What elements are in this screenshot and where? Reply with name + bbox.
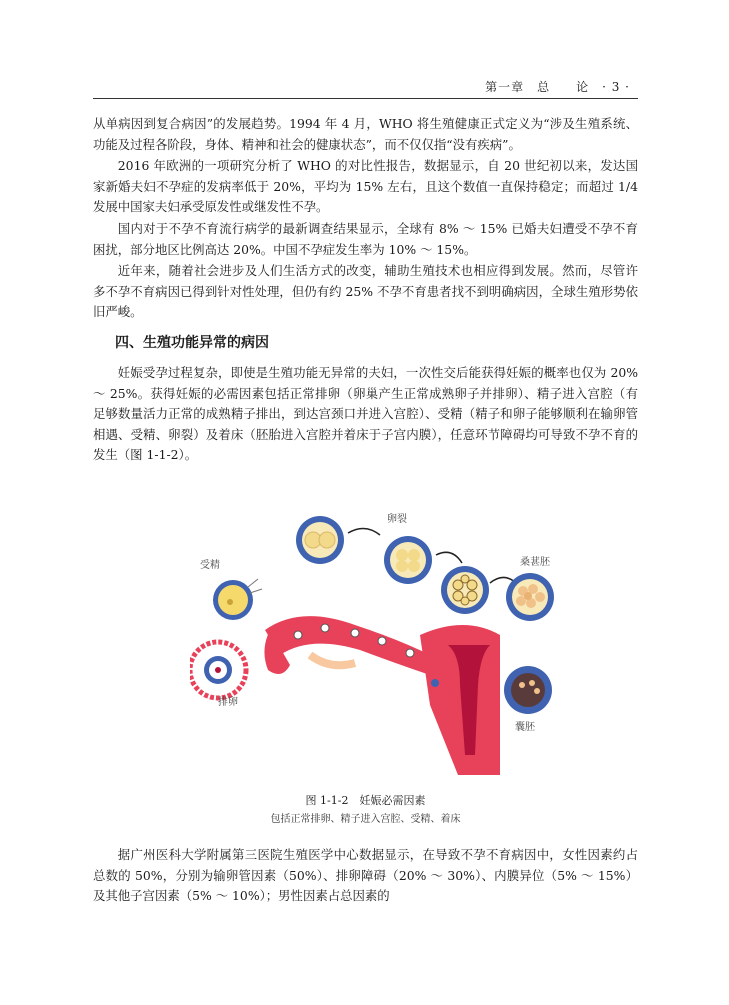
paragraph-2: 2016 年欧洲的一项研究分析了 WHO 的对比性报告，数据显示，自 20 世纪初以来，发达国家新婚夫妇不孕症的发病率低于 20%，平均为 15% 左右，且这个数值一直保持稳定；而超过 1/4 发展中国家夫妇承受原发性或继发性不孕。 — [93, 158, 638, 215]
fertilized-egg — [213, 579, 262, 620]
paragraph-1: 从单病因到复合病因”的发展趋势。1994 年 4 月，WHO 将生殖健康正式定义为“涉及生殖系统、功能及过程各阶段，身体、精神和社会的健康状态”，而不仅仅指“没有疾病”。 — [93, 116, 638, 152]
arrow-2 — [436, 552, 462, 563]
paragraph-3: 国内对于不孕不育流行病学的最新调查结果显示，全球有 8% ～ 15% 已婚夫妇遭受不孕不育困扰，部分地区比例高达 20%。中国不孕症发生率为 10% ～ 15%。 — [93, 220, 638, 257]
four-cell-embryo — [384, 536, 432, 584]
two-cell-embryo — [296, 516, 344, 564]
eight-cell-embryo — [441, 566, 489, 614]
section-paragraph: 妊娠受孕过程复杂，即使是生殖功能无异常的夫妇，一次性交后能获得妊娠的概率也仅为 20% ～ 25%。获得妊娠的必需因素包括正常排卵（卵巢产生正常成熟卵子并排卵）、精子进入宫腔（有足够数量活力正常的成熟精子排出，到达宫颈口并进入宫腔）、受精（精子和卵子能够顺利在输卵管相遇、受精、卵裂）及着床（胚胎进入宫腔并着床于子宫内膜），任意环节障碍均可导致不孕不育的发生（图 1-1-2）。 — [93, 364, 638, 463]
figure-subcaption: 包括正常排卵、精子进入宫腔、受精、着床 — [270, 814, 461, 825]
arrow-1 — [348, 528, 380, 535]
section-title: 四、生殖功能异常的病因 — [115, 334, 269, 351]
main-text — [93, 114, 638, 467]
label-cleavage: 卵裂 — [387, 514, 407, 525]
label-blastocyst: 囊胚 — [515, 722, 535, 733]
pregnancy-factors-figure — [190, 505, 585, 785]
label-fertilization: 受精 — [200, 560, 220, 571]
ovary — [190, 642, 246, 698]
morula — [506, 573, 554, 621]
figure-caption: 图 1-1-2 妊娠必需因素 — [305, 794, 426, 807]
running-header — [93, 78, 638, 98]
header-text: 第一章 总 论 · 3 · — [485, 80, 630, 94]
main-text-continued — [93, 845, 638, 908]
label-morula: 桑葚胚 — [520, 557, 550, 568]
label-ovulation: 排卵 — [218, 697, 238, 708]
header-rule — [93, 98, 638, 99]
blastocyst — [504, 666, 552, 714]
paragraph-4: 近年来，随着社会进步及人们生活方式的改变，辅助生殖技术也相应得到发展。然而，尽管许多不孕不育病因已得到针对性处理，但仍有约 25% 不孕不育患者找不到明确病因，全球生殖形势依旧严峻。 — [93, 263, 638, 320]
last-paragraph: 据广州医科大学附属第三医院生殖医学中心数据显示，在导致不孕不育病因中，女性因素约占总数的 50%，分别为输卵管因素（50%）、排卵障碍（20% ～ 30%）、内膜异位（5% ～ 15%）及其他子宫因素（5% ～ 10%）；男性因素占总因素的 — [93, 847, 638, 904]
